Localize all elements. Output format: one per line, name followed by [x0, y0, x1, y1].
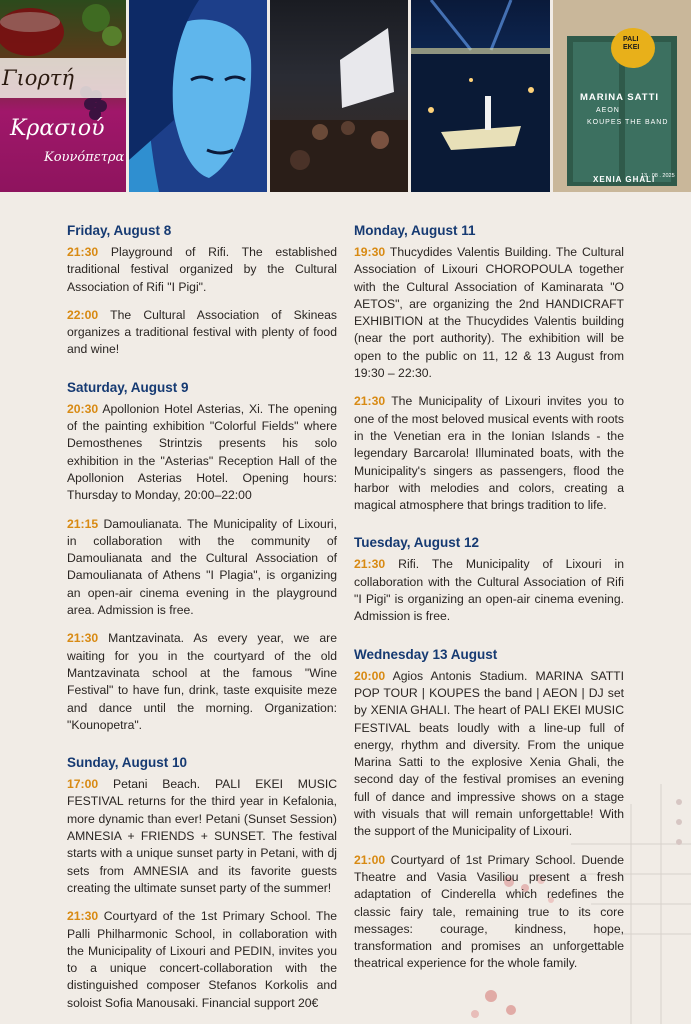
event-text: Thucydides Valentis Building. The Cultural Association of Lixouri CHOROPOULA together with the Cultural Association of Kaminarata "O AETOS", are organizing the 2nd HANDICRAFT EXHIBITION at the Thucydides Valentis building (near the port authority). The exhibition will be open to the public on 11, 12 & 13 August from 19:30 – 22:30. [354, 245, 624, 381]
event-entry [67, 307, 337, 359]
event-text: Damoulianata. The Municipality of Lixouri, in collaboration with the community of Damoulianata and the Cultural Association of Damoulianata of Athens "I Plagia", is organizing an open-air cinema evening in the playground area. Admission is free. [67, 516, 337, 618]
event-text: The Cultural Association of Skineas organizes a traditional festival with plenty of food and wine! [67, 307, 338, 357]
event-entry [67, 244, 337, 296]
event-time: 21:15 [67, 516, 99, 531]
poster-headliner: MARINA SATTI [580, 92, 660, 103]
day-heading-tuesday: Tuesday, August 12 [354, 535, 480, 551]
event-text: Playground of Rifi. The established traditional festival organized by the Cultural Association of Rifi "I Pigi". [67, 245, 337, 294]
event-text: Mantzavinata. As every year, we are waiting for you in the courtyard of the old Mantzavinata school at the famous "Wine Festival" to have fun, drink, taste exquisite meze and dance until the morning. Organization: "Kounopetra". [67, 631, 337, 732]
poster-act-4: XENIA GHALI [593, 175, 656, 184]
wine-title-line1: Γιορτή [2, 66, 74, 90]
event-text: The Municipality of Lixouri invites you to one of the most beloved musical events with roots in the Venetian era in the Ionian Islands - the legendary Barcarola! Illuminated boats, with the Municipality's singers as passengers, flood the harbor with melodies and colors, creating a magical atmosphere that brings tradition to life. [354, 394, 624, 513]
event-entry [354, 556, 624, 625]
barcarola-boats-image [411, 0, 550, 192]
wine-title-line2: Κρασιού [10, 116, 105, 141]
poster-date: 13 . 08 . 2025 [641, 173, 675, 179]
day-heading-friday: Friday, August 8 [67, 223, 172, 238]
music-festival-poster [553, 0, 691, 192]
event-time: 21:30 [67, 245, 99, 259]
right-column [354, 222, 624, 984]
event-entry [67, 401, 337, 505]
event-text: Rifi. The Municipality of Lixouri in collaboration with the Cultural Association of Rifi "I Pigi" is organizing an open-air cinema evening. Admission is free. [354, 557, 625, 624]
event-time: 21:30 [67, 909, 99, 924]
event-text: Agios Antonis Stadium. MARINA SATTI POP TOUR | KOUPES the band | AEON | DJ set by XENIA GHALI. The heart of PALI EKEI MUSIC FESTIVAL beats loudly with a line-up full of energy, rhythm and diversity. From the unique Marina Satti to the explosive Xenia Ghali, the second day of the festival promises an evening full of dance and impressive shows on a stage with visuals that will remain unforgettable! With the support of the Municipality of Lixouri. [354, 668, 624, 839]
event-entry [67, 776, 337, 897]
event-time: 21:30 [67, 631, 99, 646]
day-heading-sunday: Sunday, August 10 [67, 755, 188, 771]
event-entry [67, 516, 337, 620]
poster-act-2: AEON [596, 107, 620, 114]
event-text: Petani Beach. PALI EKEI MUSIC FESTIVAL returns for the third year in Kefalonia, more dynamic than ever! Petani (Sunset Session) AMNESIA + FRIENDS + SUNSET. The festival starts with a unique sunset party in Petani, with dj sets from AMNESIA and its favorite guests creating the ultimate sunset party of the summer! [67, 777, 338, 895]
day-heading-monday: Monday, August 11 [354, 223, 476, 238]
wine-title-line3: Κουνόπετρα [44, 150, 125, 165]
event-text: Courtyard of the 1st Primary School. The Palli Philharmonic School, in collaboration with the Municipality of Lixouri and PEDIN, invites you to a unique concert-collaboration with the distinguished composer Stefanos Korkolis and soloist Sofia Manousaki. Financial support 20€ [67, 909, 337, 1010]
day-heading-wednesday: Wednesday 13 August [354, 646, 498, 662]
event-entry [354, 852, 624, 973]
event-time: 21:30 [354, 557, 386, 572]
event-entry [67, 630, 337, 734]
event-entry [354, 244, 624, 382]
event-text: Courtyard of 1st Primary School. Duende Theatre and Vasia Vasiliou present a fresh adaptation of Cinderella which redefines the classic fairy tale, remaining true to its core messages: courage, kindness, hope, transformation and promises an unforgettable theatrical experience for the whole family. [354, 852, 625, 971]
event-entry [354, 393, 624, 514]
event-time: 21:00 [354, 852, 386, 867]
event-time: 17:00 [67, 777, 99, 792]
event-entry [67, 908, 337, 1012]
event-entry [354, 668, 624, 841]
left-column [67, 222, 337, 1023]
wine-festival-image [0, 0, 126, 192]
event-time: 21:30 [354, 394, 386, 409]
event-time: 19:30 [354, 245, 386, 259]
day-heading-saturday: Saturday, August 9 [67, 379, 189, 395]
face-painting-image [129, 0, 267, 192]
event-time: 22:00 [67, 307, 99, 322]
photo-strip [0, 0, 691, 192]
event-time: 20:30 [67, 401, 99, 416]
event-time: 20:00 [354, 668, 386, 683]
open-air-cinema-image [270, 0, 408, 192]
poster-act-3: KOUPES THE BAND [587, 119, 669, 126]
festival-logo-badge: PALI EKEI [611, 28, 655, 68]
event-text: Apollonion Hotel Asterias, Xi. The opening of the painting exhibition "Colorful Fields" where Demosthenes Strintzis presents his solo exhibition in the "Asterias" Reception Hall of the Apollonion Asterias Hotel. Opening hours: Thursday to Monday, 20:00–22:00 [67, 401, 338, 503]
